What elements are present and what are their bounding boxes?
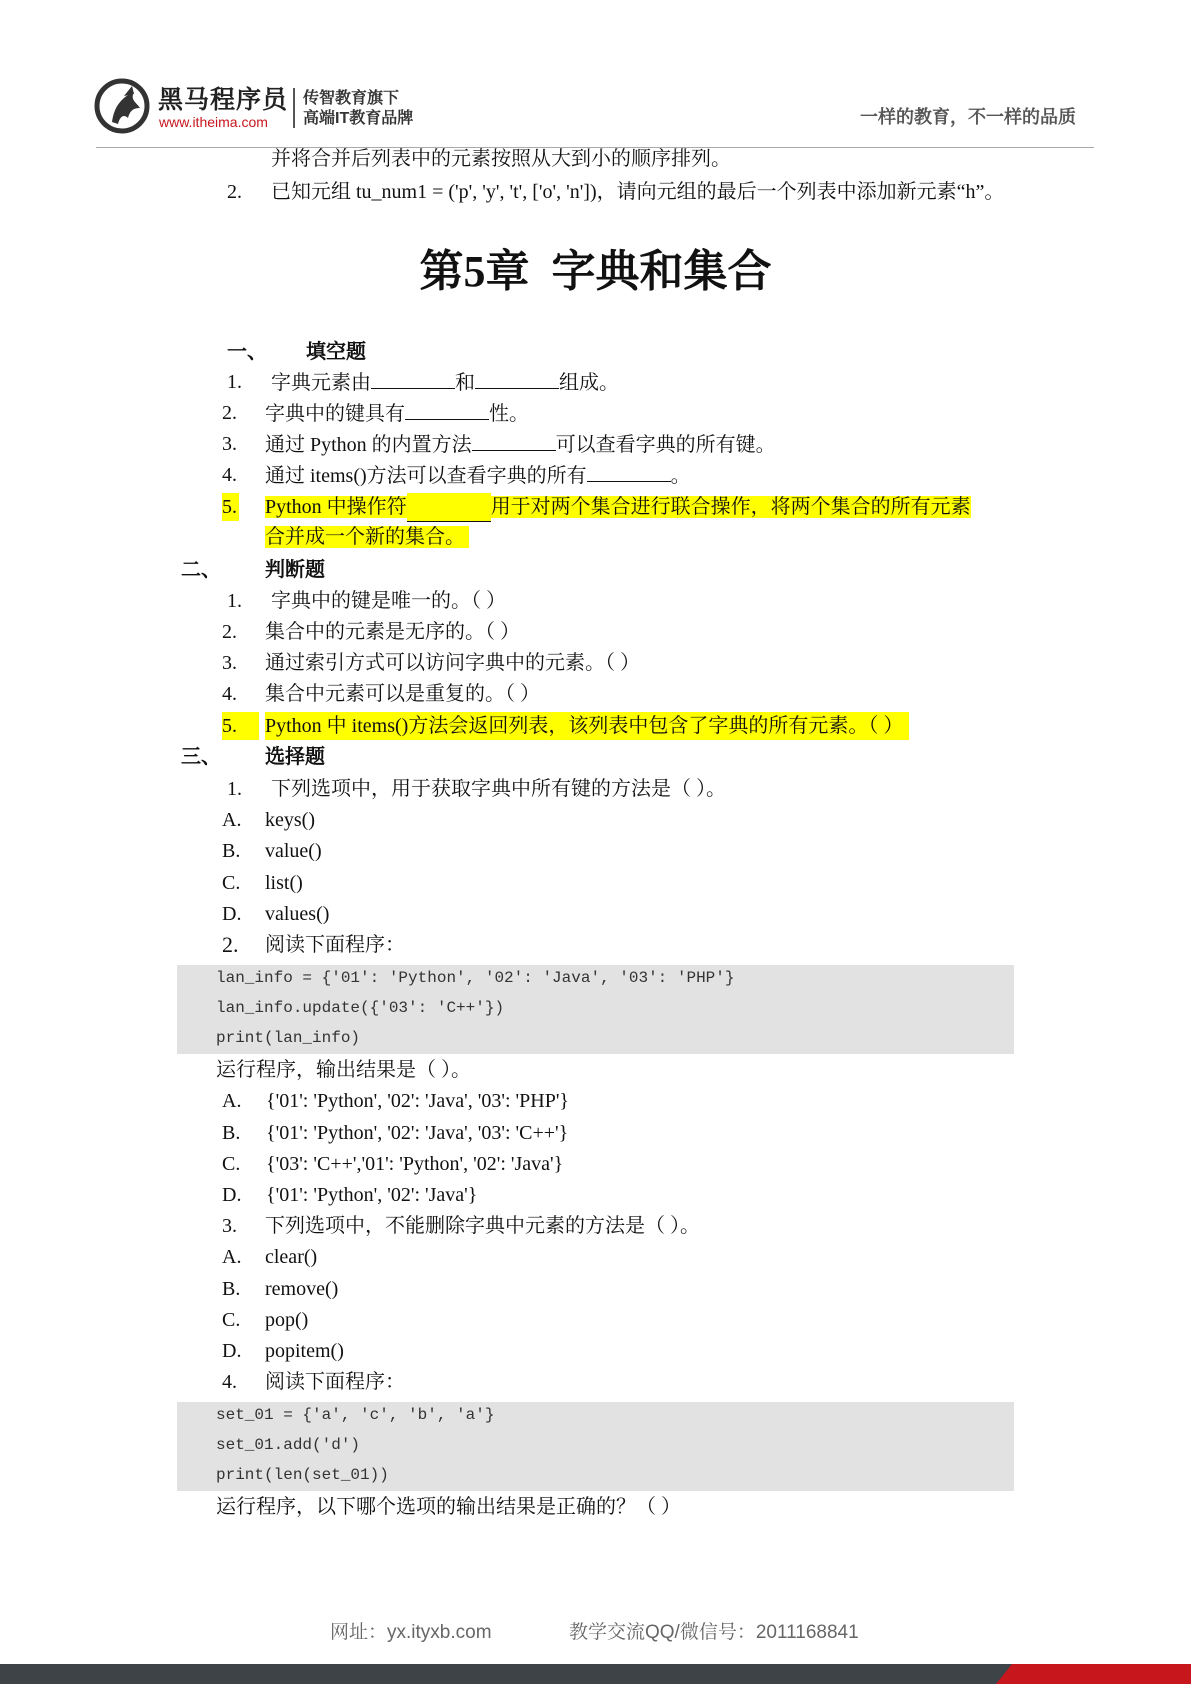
choice-q4-text: 阅读下面程序： [265,1371,405,1393]
option-letter: A. [222,809,242,831]
fill-q1 [271,368,619,397]
option-text: value() [265,840,322,862]
fill-q5-b: 用于对两个集合进行联合操作，将两个集合的所有元素 [490,496,971,518]
option-text: {'01': 'Python', '02': 'Java', '03': 'PHP'} [266,1090,570,1112]
option-letter: C. [222,1309,241,1331]
fill-q1-b: 和 [455,372,475,394]
choice-q4-after: 运行程序，以下哪个选项的输出结果是正确的？（ ） [216,1496,681,1518]
code-line: lan_info.update({'03': 'C++'}) [216,999,505,1017]
footer-bar [0,1664,1191,1684]
section-fill-title: 填空题 [306,341,366,363]
option-letter: B. [222,1278,241,1300]
option-text: remove() [265,1278,339,1300]
option-letter: D. [222,1340,242,1362]
option-letter: D. [222,903,242,925]
option-text: clear() [265,1246,318,1268]
fill-q1-a: 字典元素由 [271,372,371,394]
logo-divider [293,88,295,128]
slogan: 一样的教育，不一样的品质 [860,107,1076,127]
blank[interactable] [371,368,455,389]
carry-line: 并将合并后列表中的元素按照从大到小的顺序排列。 [271,148,731,170]
code-line: set_01 = {'a', 'c', 'b', 'a'} [216,1406,495,1424]
judge-q2-num: 2. [222,621,237,643]
chapter-title: 第5章 字典和集合 [419,247,772,296]
choice-q2-text: 阅读下面程序： [265,934,405,956]
fill-q5-num: 5. [222,493,239,521]
section-choice-title: 选择题 [265,746,325,768]
choice-q2-after: 运行程序，输出结果是（ ）。 [216,1059,471,1081]
fill-q4 [265,461,691,490]
fill-q2-a: 字典中的键具有 [265,403,405,425]
code-line: lan_info = {'01': 'Python', '02': 'Java', '03': 'PHP'} [216,969,735,987]
judge-q4: 集合中元素可以是重复的。（ ） [265,683,540,705]
section-choice-num: 三、 [181,746,221,768]
choice-q2-num: 2. [222,932,239,957]
logo-url: www.itheima.com [159,114,268,130]
option-text: popitem() [265,1340,344,1362]
fill-q2-b: 性。 [489,403,529,425]
logo-cn: 黑马程序员 [158,86,289,114]
fill-q4-a: 通过 items()方法可以查看字典的所有 [265,465,587,487]
option-letter: B. [222,1122,241,1144]
fill-q4-num: 4. [222,464,237,486]
option-letter: B. [222,840,241,862]
fill-q4-b: 。 [670,465,691,487]
fill-q2-num: 2. [222,402,237,424]
blank[interactable] [587,461,671,482]
fill-q5-a: Python 中操作符 [265,496,407,518]
choice-q3-text: 下列选项中，不能删除字典中元素的方法是（ ）。 [265,1215,700,1237]
option-letter: C. [222,1153,241,1175]
blank[interactable] [472,430,556,451]
page-header [0,0,1191,150]
fill-q3-a: 通过 Python 的内置方法 [265,434,472,456]
choice-q1-text: 下列选项中，用于获取字典中所有键的方法是（ ）。 [271,778,726,800]
footer-contact: 教学交流QQ/微信号：2011168841 [569,1622,859,1643]
judge-q1-num: 1. [227,590,242,612]
judge-q5-num: 5. [222,712,259,740]
blank[interactable] [475,368,559,389]
code-line: set_01.add('d') [216,1436,361,1454]
option-text: {'01': 'Python', '02': 'Java', '03': 'C++'} [266,1122,569,1144]
fill-q5 [265,493,971,522]
choice-q4-num: 4. [222,1371,237,1393]
code-line: print(len(set_01)) [216,1466,389,1484]
choice-q3-num: 3. [222,1215,237,1237]
tag-line-1: 传智教育旗下 [303,90,400,107]
option-text: {'01': 'Python', '02': 'Java'} [266,1184,478,1206]
carry-q2-text: 已知元组 tu_num1 = ('p', 'y', 't', ['o', 'n'])，请向元组的最后一个列表中添加新元素“h”。 [271,181,1005,203]
option-text: list() [265,872,303,894]
blank[interactable] [407,493,491,522]
code-line: print(lan_info) [216,1029,361,1047]
judge-q5: Python 中 items()方法会返回列表，该列表中包含了字典的所有元素。（ ） [265,712,909,740]
fill-q2 [265,399,529,428]
judge-q1: 字典中的键是唯一的。（ ） [271,590,506,612]
judge-q3-num: 3. [222,652,237,674]
fill-q3-b: 可以查看字典的所有键。 [555,434,776,456]
footer-site: 网址：yx.ityxb.com [330,1622,492,1643]
section-judge-num: 二、 [181,559,221,581]
judge-q2: 集合中的元素是无序的。（ ） [265,621,520,643]
carry-q2-num: 2. [227,181,242,203]
fill-q3-num: 3. [222,433,237,455]
option-letter: C. [222,872,241,894]
judge-q4-num: 4. [222,683,237,705]
choice-q1-num: 1. [227,778,242,800]
blank[interactable] [405,399,489,420]
option-text: {'03': 'C++','01': 'Python', '02': 'Java'} [266,1153,564,1175]
fill-q5-c: 合并成一个新的集合。 [265,526,469,548]
fill-q1-num: 1. [227,371,242,393]
fill-q5-cont [265,523,469,551]
section-fill-num: 一、 [227,341,267,363]
option-letter: A. [222,1090,242,1112]
fill-q3 [265,430,776,459]
fill-q1-c: 组成。 [559,372,619,394]
option-text: keys() [265,809,315,831]
tag-line-2: 高端IT教育品牌 [303,110,414,127]
horse-logo-icon [94,78,154,134]
judge-q3: 通过索引方式可以访问字典中的元素。（ ） [265,652,640,674]
option-text: pop() [265,1309,309,1331]
option-text: values() [265,903,330,925]
section-judge-title: 判断题 [265,559,325,581]
option-letter: A. [222,1246,242,1268]
option-letter: D. [222,1184,242,1206]
